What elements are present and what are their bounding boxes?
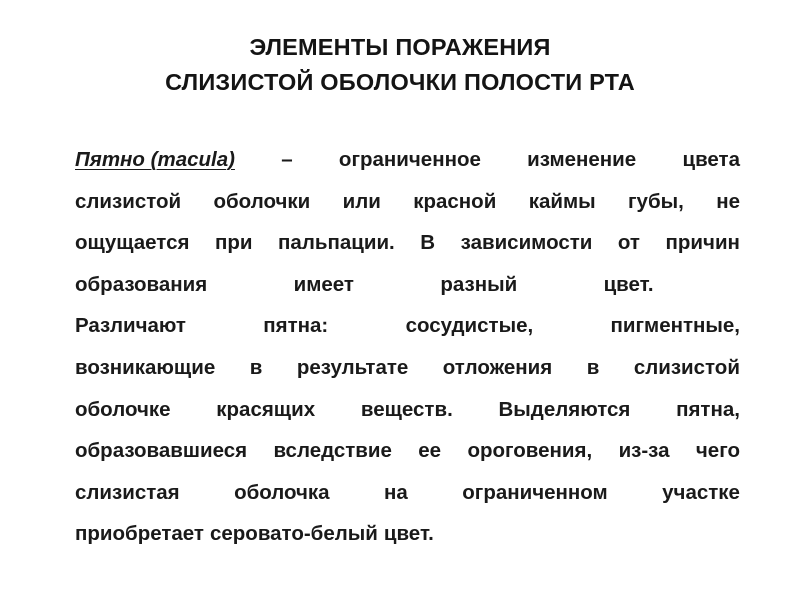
word: слизистая — [75, 480, 180, 504]
word: или — [342, 189, 381, 213]
word: Выделяются — [498, 397, 631, 421]
word: пятна, — [676, 397, 740, 421]
word: отложения — [442, 355, 553, 379]
word: при — [214, 231, 253, 255]
word: ощущается — [75, 231, 190, 255]
word: причин — [665, 231, 740, 255]
word: серовато-белый — [209, 522, 378, 546]
word: цвет. — [603, 272, 654, 296]
word: образования — [75, 272, 208, 296]
word: ороговения, — [467, 439, 593, 463]
word: на — [384, 480, 408, 504]
word: возникающие — [75, 355, 216, 379]
word: пигментные, — [610, 314, 740, 338]
word: вследствие — [273, 439, 392, 463]
word: участке — [662, 480, 740, 504]
word: в — [586, 355, 600, 379]
word: оболочки — [213, 189, 311, 213]
word: ее — [418, 439, 442, 463]
text-line-2 — [75, 181, 740, 223]
word: от — [617, 231, 640, 255]
word: образовавшиеся — [75, 439, 248, 463]
word: цвета — [682, 148, 740, 171]
word: в — [249, 355, 263, 379]
word: ограниченном — [462, 480, 608, 504]
word: слизистой — [633, 355, 740, 379]
text-line-5 — [75, 305, 740, 347]
word: цвет. — [383, 522, 434, 546]
word: не — [716, 189, 740, 213]
text-line-7 — [75, 389, 740, 431]
text-line-8 — [75, 430, 740, 472]
word: оболочке — [75, 397, 171, 421]
word: Различают — [75, 314, 186, 338]
word: чего — [695, 439, 740, 463]
word: каймы — [528, 189, 596, 213]
word: приобретает — [75, 522, 204, 546]
word: зависимости — [460, 231, 593, 255]
word: из-за — [618, 439, 670, 463]
text-line-9 — [75, 472, 740, 514]
word: оболочка — [234, 480, 330, 504]
word: красящих — [216, 397, 316, 421]
slide-title — [0, 30, 800, 100]
text-line-3 — [75, 222, 740, 264]
text-line-1 — [75, 139, 740, 181]
word: сосудистые, — [405, 314, 534, 338]
word: красной — [413, 189, 497, 213]
word: имеет — [293, 272, 354, 296]
word: ограниченное — [338, 148, 481, 171]
text-line-4 — [75, 264, 740, 306]
slide-title-line-1: ЭЛЕМЕНТЫ ПОРАЖЕНИЯ — [249, 34, 551, 60]
word: – — [281, 148, 293, 171]
word: изменение — [527, 148, 637, 171]
word: губы, — [628, 189, 684, 213]
word: веществ. — [360, 397, 453, 421]
text-line-10 — [75, 513, 740, 555]
word: пальпации. — [278, 231, 395, 255]
slide-title-line-2: СЛИЗИСТОЙ ОБОЛОЧКИ ПОЛОСТИ РТА — [165, 69, 635, 95]
word: В — [420, 231, 436, 255]
word: разный — [440, 272, 518, 296]
word: слизистой — [75, 189, 182, 213]
word: пятна: — [263, 314, 329, 338]
word: результате — [296, 355, 409, 379]
term-macula: Пятно (macula) — [75, 148, 235, 171]
slide-body-text — [75, 139, 740, 555]
text-line-6 — [75, 347, 740, 389]
